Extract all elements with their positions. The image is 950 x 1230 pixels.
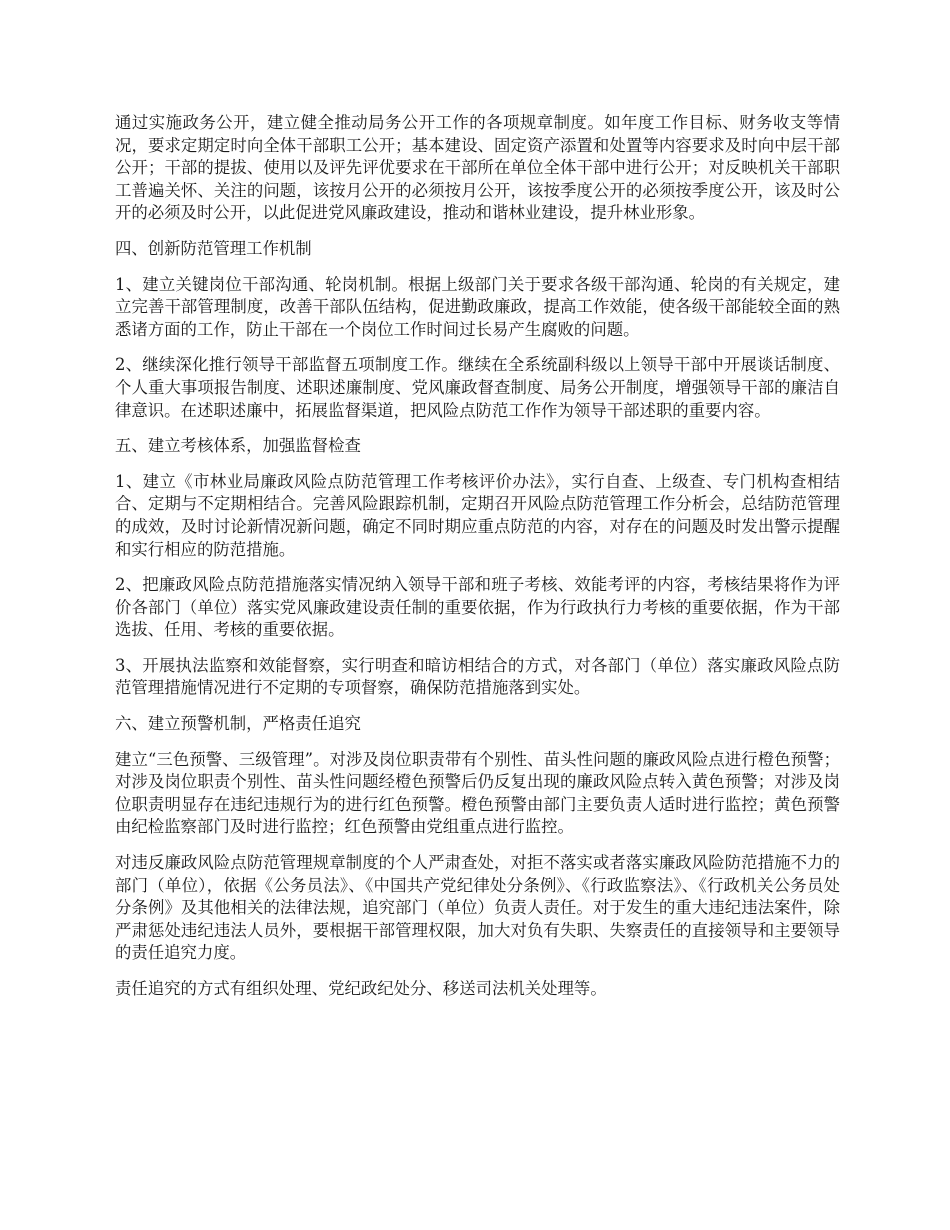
paragraph-intro-publicity: 通过实施政务公开，建立健全推动局务公开工作的各项规章制度。如年度工作目标、财务收支等情况，要求定期定时向全体干部职工公开；基本建设、固定资产添置和处置等内容要求及时向中层干部公开；干部的提拔、使用以及评先评优要求在干部所在单位全体干部中进行公开；对反映机关干部职工普遍关怀、关注的问题，该按月公开的必须按月公开，该按季度公开的必须按季度公开，该及时公开的必须及时公开，以此促进党风廉政建设，推动和谐林业建设，提升林业形象。 — [115, 113, 840, 223]
document-page — [115, 112, 840, 1014]
paragraph-6-1: 建立“三色预警、三级管理”。对涉及岗位职责带有个别性、苗头性问题的廉政风险点进行橙色预警；对涉及岗位职责个别性、苗头性问题经橙色预警后仍反复出现的廉政风险点转入黄色预警；对涉及岗位职责明显存在违纪违规行为的进行红色预警。橙色预警由部门主要负责人适时进行监控；黄色预警由纪检监察部门及时进行监控；红色预警由党组重点进行监控。 — [115, 749, 840, 837]
paragraph-5-1: 1、建立《市林业局廉政风险点防范管理工作考核评价办法》，实行自查、上级查、专门机构查相结合、定期与不定期相结合。完善风险跟踪机制，定期召开风险点防范管理工作分析会，总结防范管理的成效，及时讨论新情况新问题，确定不同时期应重点防范的内容，对存在的问题及时发出警示提醒和实行相应的防范措施。 — [115, 471, 840, 559]
paragraph-6-2: 对违反廉政风险点防范管理规章制度的个人严肃查处，对拒不落实或者落实廉政风险防范措施不力的部门（单位），依据《公务员法》、《中国共产党纪律处分条例》、《行政监察法》、《行政机关公务员处分条例》及其他相关的法律法规，追究部门（单位）负责人责任。对于发生的重大违纪违法案件，除严肃惩处违纪违法人员外，要根据干部管理权限，加大对负有失职、失察责任的直接领导和主要领导的责任追究力度。 — [115, 853, 840, 963]
paragraph-5-2: 2、把廉政风险点防范措施落实情况纳入领导干部和班子考核、效能考评的内容，考核结果将作为评价各部门（单位）落实党风廉政建设责任制的重要依据，作为行政执行力考核的重要依据，作为干部选拔、任用、考核的重要依据。 — [115, 575, 840, 640]
paragraph-6-3: 责任追究的方式有组织处理、党纪政纪处分、移送司法机关处理等。 — [115, 979, 607, 998]
paragraph-4-2: 2、继续深化推行领导干部监督五项制度工作。继续在全系统副科级以上领导干部中开展谈话制度、个人重大事项报告制度、述职述廉制度、党风廉政督查制度、局务公开制度，增强领导干部的廉洁自律意识。在述职述廉中，拓展监督渠道，把风险点防范工作作为领导干部述职的重要内容。 — [115, 355, 840, 420]
paragraph-4-1: 1、建立关键岗位干部沟通、轮岗机制。根据上级部门关于要求各级干部沟通、轮岗的有关规定，建立完善干部管理制度，改善干部队伍结构，促进勤政廉政，提高工作效能，使各级干部能较全面的熟悉诸方面的工作，防止干部在一个岗位工作时间过长易产生腐败的问题。 — [115, 274, 840, 339]
paragraph-5-3: 3、开展执法监察和效能督察，实行明查和暗访相结合的方式，对各部门（单位）落实廉政风险点防范管理措施情况进行不定期的专项督察，确保防范措施落到实处。 — [115, 655, 840, 698]
section-heading-6: 六、建立预警机制，严格责任追究 — [115, 714, 361, 734]
section-heading-5: 五、建立考核体系，加强监督检查 — [115, 436, 361, 456]
section-heading-4: 四、创新防范管理工作机制 — [115, 238, 312, 258]
